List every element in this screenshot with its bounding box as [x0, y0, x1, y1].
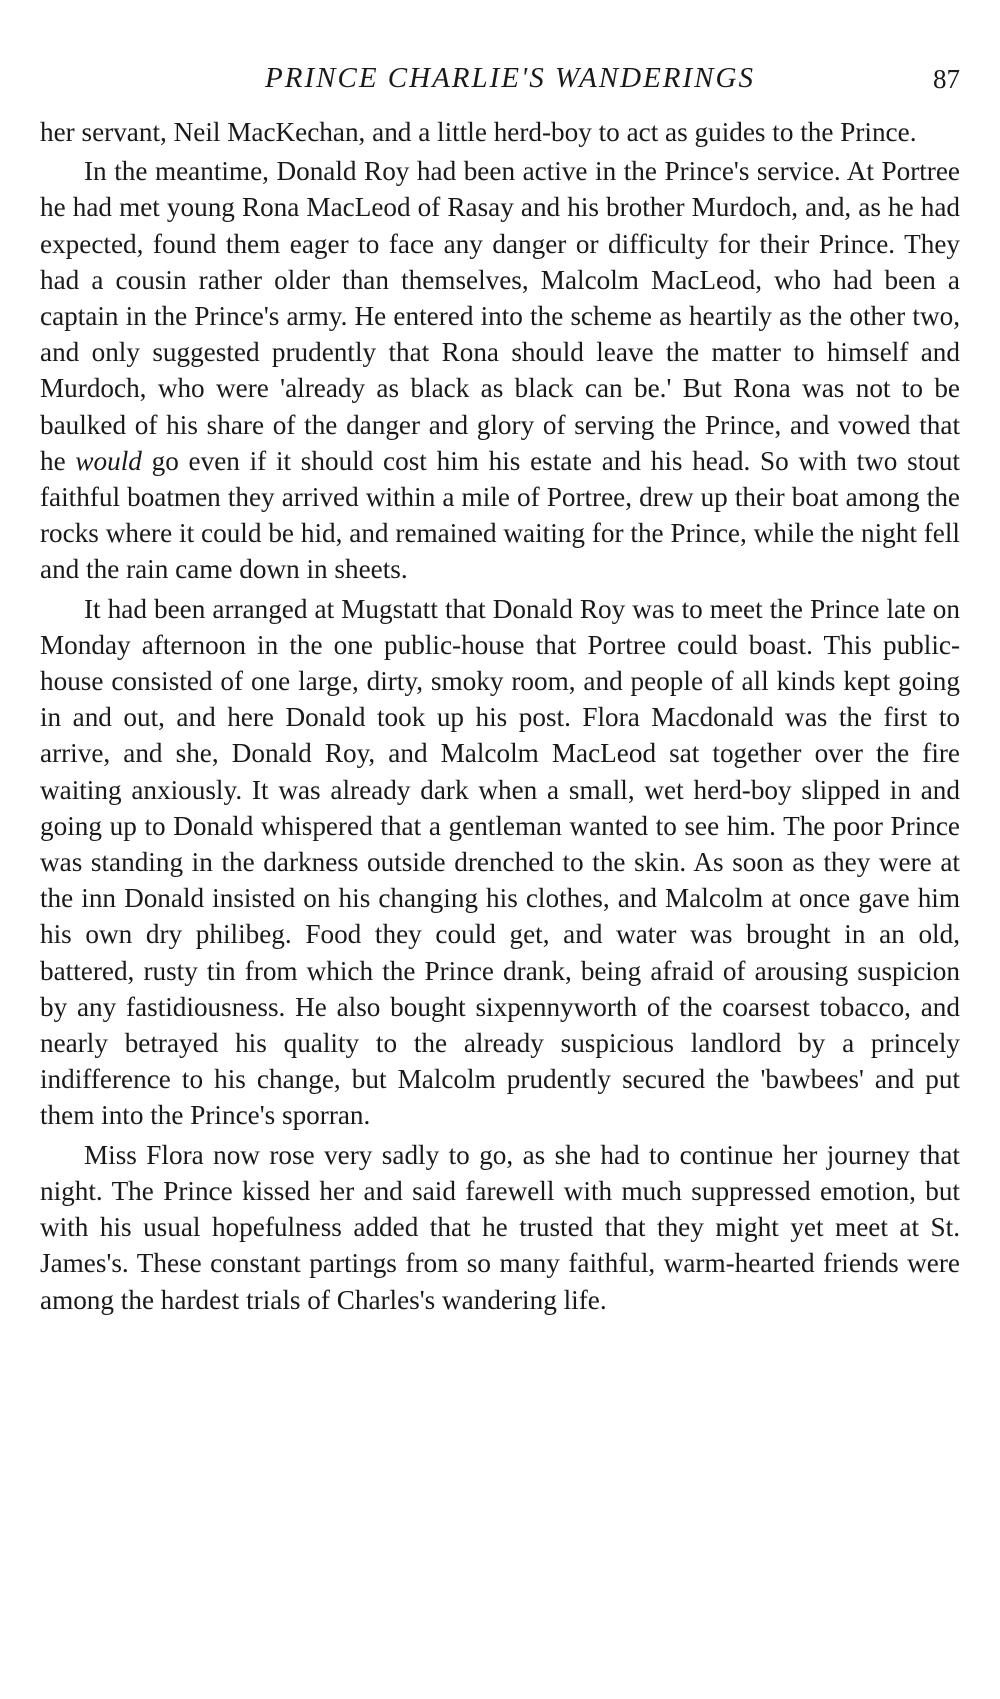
emphasis-text: would — [75, 445, 142, 476]
running-title: PRINCE CHARLIE'S WANDERINGS — [265, 62, 755, 94]
paragraph-text: go even if it should cost him his estate and his head. So with two stout faithful boatmen they arrived within a mile of Portree, drew up their boat among the rocks where it could be hid, and remained waiting for the Prince, while the night fell and the rain came down in sheets. — [40, 445, 960, 585]
running-head — [40, 62, 960, 106]
paragraph — [40, 153, 960, 587]
page-number: 87 — [933, 64, 960, 94]
paragraph: It had been arranged at Mugstatt that Donald Roy was to meet the Prince late on Monday afternoon in the one public-house that Portree could boast. This public-house consisted of one large, dirty, smoky room, and people of all kinds kept going in and out, and here Donald took up his post. Flora Macdonald was the first to arrive, and she, Donald Roy, and Malcolm MacLeod sat together over the fire waiting anxiously. It was already dark when a small, wet herd-boy slipped in and going up to Donald whispered that a gentleman wanted to see him. The poor Prince was standing in the darkness outside drenched to the skin. As soon as they were at the inn Donald insisted on his changing his clothes, and Malcolm at once gave him his own dry philibeg. Food they could get, and water was brought in an old, battered, rusty tin from which the Prince drank, being afraid of arousing suspicion by any fastidiousness. He also bought sixpennyworth of the coarsest tobacco, and nearly betrayed his quality to the already suspicious landlord by a princely indifference to his change, but Malcolm prudently secured the 'bawbees' and put them into the Prince's sporran. — [40, 593, 960, 1131]
body-text — [40, 114, 960, 1318]
book-page — [40, 62, 960, 1318]
paragraph: Miss Flora now rose very sadly to go, as she had to continue her journey that night. The Prince kissed her and said farewell with much suppressed emotion, but with his usual hopefulness added that he trusted that they might yet meet at St. James's. These constant partings from so many faithful, warm-hearted friends were among the hardest trials of Charles's wandering life. — [40, 1139, 960, 1315]
paragraph-text: In the meantime, Donald Roy had been active in the Prince's service. At Portree he had met young Rona MacLeod of Rasay and his brother Murdoch, and, as he had expected, found them eager to face any danger or difficulty for their Prince. They had a cousin rather older than themselves, Malcolm MacLeod, who had been a captain in the Prince's army. He entered into the scheme as heartily as the other two, and only suggested prudently that Rona should leave the matter to himself and Murdoch, who were 'already as black as black can be.' But Rona was not to be baulked of his share of the danger and glory of serving the Prince, and vowed that he — [40, 156, 960, 476]
paragraph-continued: her servant, Neil MacKechan, and a little herd-boy to act as guides to the Prince. — [40, 117, 917, 147]
